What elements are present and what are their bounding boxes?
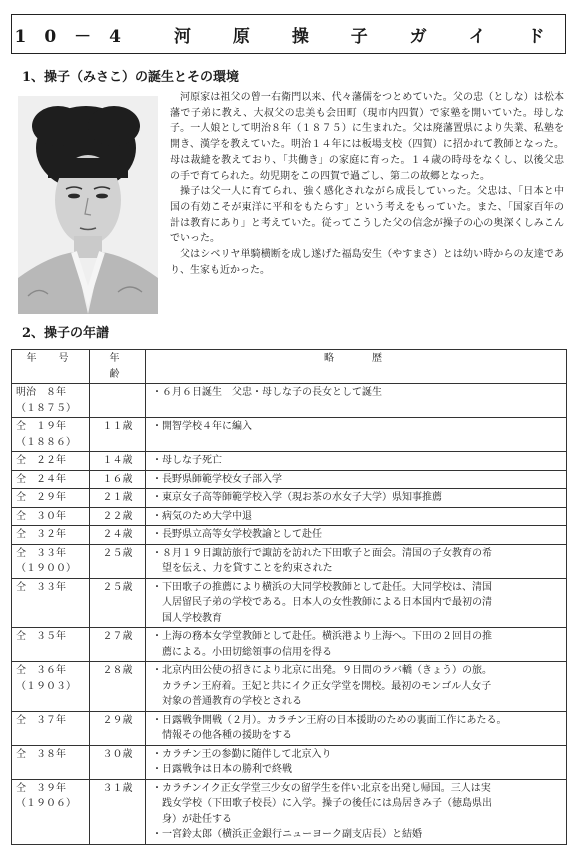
table-row bbox=[12, 526, 567, 545]
year-cell: 仝 ２４年 bbox=[12, 470, 90, 489]
event-cell: ・病気のため大学中退 bbox=[146, 507, 567, 526]
event-cell: ・開智学校４年に編入 bbox=[146, 418, 567, 452]
intro-paragraph: 河原家は祖父の曾一右衛門以来、代々藩儒をつとめていた。父の忠（としな）は松本藩で子弟に教え、大叔父の忠美も会田町（現市内四賀）で家塾を開いていた。母しな子。一人娘として明治８年（１８７５）に生まれた。父は廃藩置県により失業、私塾を開き、漢学を教えていた。明治１４年には板場支校（四賀）に招かれて教師となった。母は裁縫を教えており、「共働き」の家庭に育った。１４歳の時母をなくし、以後父忠の手で育てられた。幼児期をこの四賀で過ごし、第二の故郷となった。 bbox=[170, 92, 564, 182]
year-cell: 仝 ２２年 bbox=[12, 452, 90, 471]
column-header-age: 年 齢 bbox=[90, 350, 146, 384]
table-row bbox=[12, 489, 567, 508]
year-cell: 仝 ３２年 bbox=[12, 526, 90, 545]
intro-paragraph: 父はシベリヤ単騎横断を成し遂げた福島安生（やすまさ）とは幼い時からの友達であり、生家も近かった。 bbox=[170, 249, 564, 276]
age-cell bbox=[90, 384, 146, 418]
event-cell: ・下田歌子の推薦により横浜の大同学校教師として赴任。大同学校は、清国 人居留民子弟の学校である。日本人の女性教師による日本国内で最初の清 国人学校教育 bbox=[146, 578, 567, 628]
table-row bbox=[12, 779, 567, 844]
table-row bbox=[12, 745, 567, 779]
event-cell: ・東京女子高等師範学校入学（現お茶の水女子大学）県知事推薦 bbox=[146, 489, 567, 508]
age-cell: ２７歳 bbox=[90, 628, 146, 662]
table-row bbox=[12, 384, 567, 418]
table-row bbox=[12, 578, 567, 628]
event-cell: ・長野県立高等女学校教諭として赴任 bbox=[146, 526, 567, 545]
intro-text bbox=[170, 90, 564, 278]
event-cell: ・長野県師範学校女子部入学 bbox=[146, 470, 567, 489]
event-cell: ・カラチンイク正女学堂三少女の留学生を伴い北京を出発し帰国。三人は実 践女学校（下田歌子校長）に入学。操子の後任には鳥居きみ子（徳島県出 身）が赴任する ・一宮鈴太郎（横浜正金銀行ニューヨーク副支店長）と結婚 bbox=[146, 779, 567, 844]
age-cell: ２１歳 bbox=[90, 489, 146, 508]
age-cell: ２４歳 bbox=[90, 526, 146, 545]
event-cell: ・８月１９日諏訪旅行で諏訪を訪れた下田歌子と面会。清国の子女教育の希 望を伝え、力を貸すことを約束された bbox=[146, 544, 567, 578]
age-cell: ２５歳 bbox=[90, 544, 146, 578]
intro-paragraph: 操子は父一人に育てられ、強く感化されながら成長していった。父忠は、「日本と中国の有効こそが東洋に平和をもたらす」という考えをもっていた。また、「国家百年の計は教育にあり」と考えていた。従ってこうした父の信念が操子の心の奥深くしみこんでいった。 bbox=[170, 186, 564, 245]
year-cell: 仝 ３９年 （１９０６） bbox=[12, 779, 90, 844]
age-cell: ２８歳 bbox=[90, 662, 146, 712]
year-cell: 明治 ８年 （１８７５） bbox=[12, 384, 90, 418]
age-cell: ３１歳 bbox=[90, 779, 146, 844]
section2-heading: 2、操子の年譜 bbox=[22, 326, 110, 341]
table-row bbox=[12, 711, 567, 745]
timeline-table-wrapper bbox=[11, 349, 566, 845]
section1-heading: 1、操子（みさこ）の誕生とその環境 bbox=[22, 70, 240, 85]
year-cell: 仝 ３３年 bbox=[12, 578, 90, 628]
event-cell: ・カラチン王の参勤に随伴して北京入り ・日露戦争は日本の勝利で終戦 bbox=[146, 745, 567, 779]
table-row bbox=[12, 452, 567, 471]
event-cell: ・日露戦争開戦（２月）。カラチン王府の日本援助のための裏面工作にあたる。 情報その他各種の援助をする bbox=[146, 711, 567, 745]
timeline-table bbox=[11, 349, 567, 845]
age-cell: ２２歳 bbox=[90, 507, 146, 526]
age-cell: １１歳 bbox=[90, 418, 146, 452]
age-cell: ２９歳 bbox=[90, 711, 146, 745]
year-cell: 仝 ３６年 （１９０３） bbox=[12, 662, 90, 712]
year-cell: 仝 ３７年 bbox=[12, 711, 90, 745]
table-row bbox=[12, 418, 567, 452]
table-row bbox=[12, 507, 567, 526]
column-header-year: 年 号 bbox=[12, 350, 90, 384]
event-cell: ・母しな子死亡 bbox=[146, 452, 567, 471]
column-header-history: 略 歴 bbox=[146, 350, 567, 384]
portrait-photo bbox=[18, 96, 158, 314]
year-cell: 仝 ３５年 bbox=[12, 628, 90, 662]
table-row bbox=[12, 662, 567, 712]
year-cell: 仝 ３３年 （１９００） bbox=[12, 544, 90, 578]
event-cell: ・６月６日誕生 父忠・母しな子の長女として誕生 bbox=[146, 384, 567, 418]
title-box bbox=[11, 14, 566, 54]
year-cell: 仝 １９年 （１８８６） bbox=[12, 418, 90, 452]
event-cell: ・北京内田公使の招きにより北京に出発。９日間のラバ轎（きょう）の旅。 カラチン王府着。王妃と共にイク正女学堂を開校。最初のモンゴル人女子 対象の普通教育の学校とされる bbox=[146, 662, 567, 712]
age-cell: ２５歳 bbox=[90, 578, 146, 628]
table-row bbox=[12, 470, 567, 489]
year-cell: 仝 ２９年 bbox=[12, 489, 90, 508]
year-cell: 仝 ３０年 bbox=[12, 507, 90, 526]
year-cell: 仝 ３８年 bbox=[12, 745, 90, 779]
page-title: 10－4 河 原 操 子 ガ イ ド bbox=[14, 26, 563, 47]
age-cell: １６歳 bbox=[90, 470, 146, 489]
age-cell: １４歳 bbox=[90, 452, 146, 471]
table-row bbox=[12, 628, 567, 662]
age-cell: ３０歳 bbox=[90, 745, 146, 779]
event-cell: ・上海の務本女学堂教師として赴任。横浜港より上海へ。下田の２回目の推 薦による。小田切総領事の信用を得る bbox=[146, 628, 567, 662]
table-row bbox=[12, 544, 567, 578]
table-header-row bbox=[12, 350, 567, 384]
